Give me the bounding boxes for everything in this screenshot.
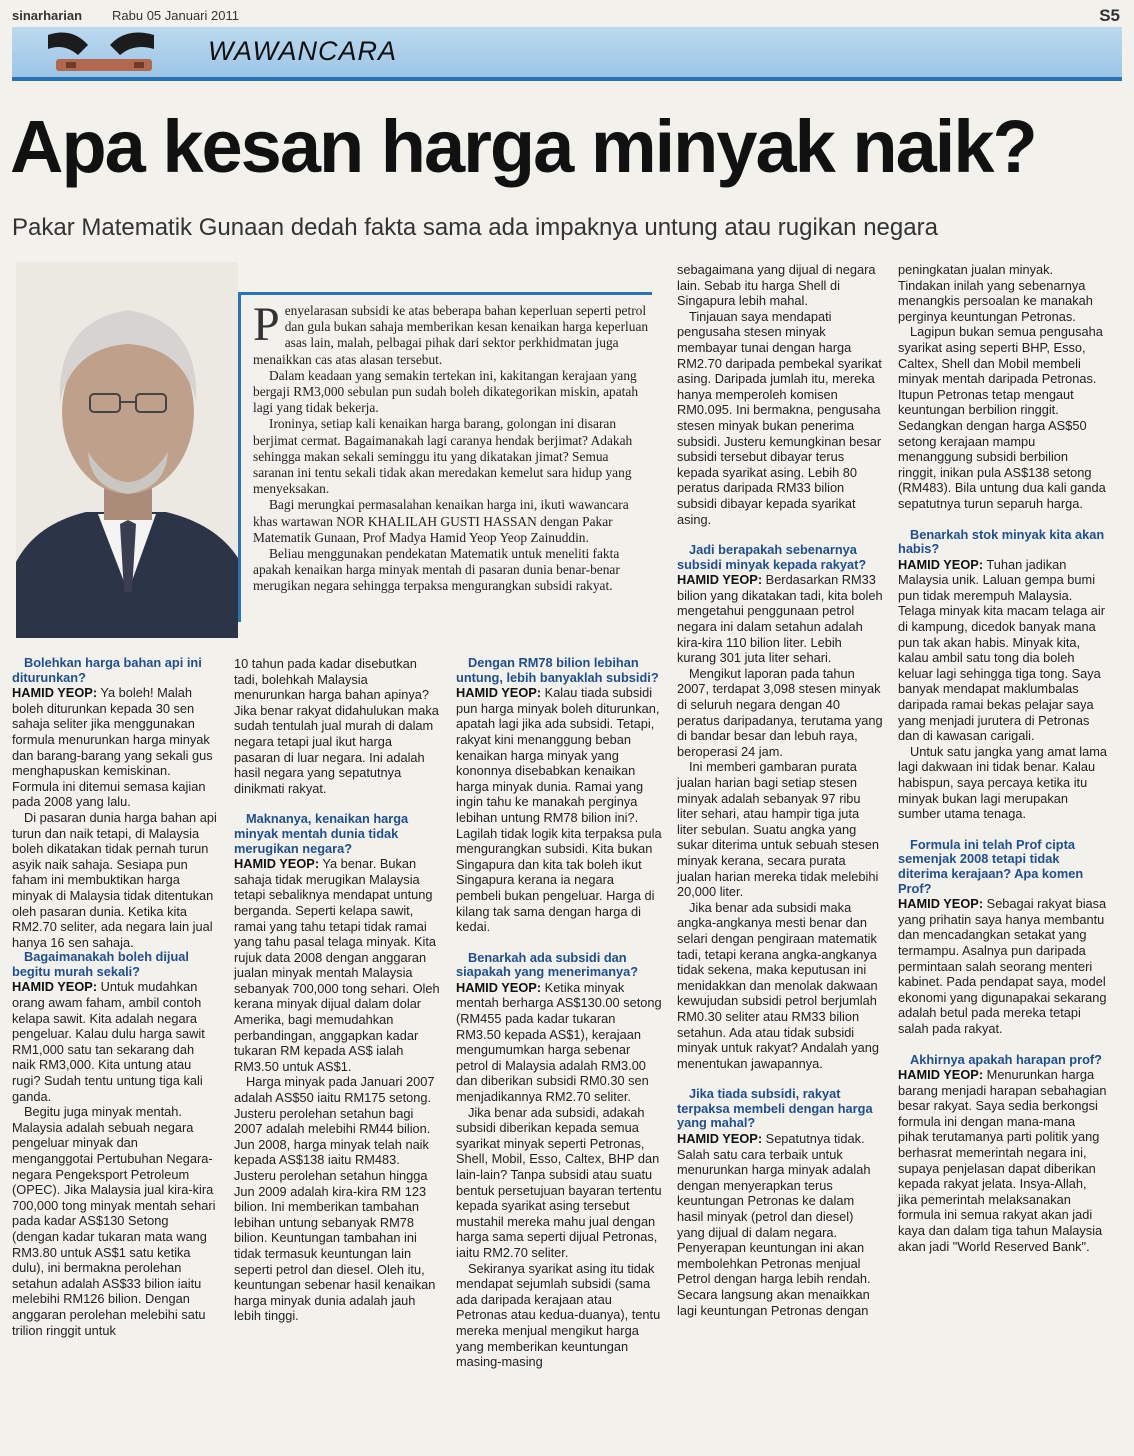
question-heading: Benarkah stok minyak kita akan habis? — [898, 526, 1105, 557]
body-paragraph: Di pasaran dunia harga bahan api turun dan naik tetapi, di Malaysia boleh dikatakan tidak pernah turun asyik naik sahaja. Sesiapa pun faham ini membuktikan harga minyak di Malaysia tidak ditentukan oleh pasaran dunia. Ketika kita RM2.70 seliter, ada negara lain jual hanya 16 sen sahaja. — [12, 809, 217, 950]
question-heading: Akhirnya apakah harapan prof? — [910, 1051, 1103, 1067]
body-paragraph: 10 tahun pada kadar disebutkan tadi, bolehkah Malaysia menurunkan harga bahan apinya? Jika benar rakyat didahulukan maka sudah tentulah jual murah di dalam negara tetapi jual ikut harga pasaran di luar negara. Ini adalah hasil negara yang sepatutnya dinikmati rakyat. — [234, 656, 439, 796]
speaker-label: HAMID YEOP: — [456, 979, 542, 995]
body-paragraph: Mengikut laporan pada tahun 2007, terdapat 3,098 stesen minyak di seluruh negara dengan 40 peratus daripadanya, terutama yang di bandar besar dan lebuh raya, beroperasi 24 jam. — [677, 665, 883, 759]
question-heading: Bagaimanakah boleh dijual begitu murah sekali? — [12, 949, 189, 979]
body-paragraph: Ini memberi gambaran purata jualan harian bagi setiap stesen minyak adalah sebanyak 97 ribu liter sehari, atau hampir tiga juta liter sebulan. Suatu angka yang sukar diterima untuk sebuah stesen minyak kerana, secara purata jualan harian mereka tidak melebihi 20,000 liter. — [677, 759, 880, 900]
speaker-label: HAMID YEOP: — [12, 979, 98, 995]
intro-paragraph: Beliau menggunakan pendekatan Matematik untuk meneliti fakta apakah kenaikan harga minyak mentah di pasaran dunia benar-benar merugikan negara sehingga terpaksa mengurangkan subsidi rakyat. — [253, 546, 620, 594]
answer-paragraph — [456, 685, 662, 935]
body-paragraph: Jika benar ada subsidi, adakah subsidi diberikan kepada semua syarikat minyak seperti Petronas, Shell, Mobil, Esso, Caltex, BHP dan lain-lain? Tanpa subsidi atau suatu bentuk persetujuan bayaran tertentu kepada syarikat asing tersebut mustahil mereka mahu jual dengan harga sama seperti dijual Petronas, iaitu RM2.70 seliter. — [456, 1104, 662, 1260]
body-paragraph: Harga minyak pada Januari 2007 adalah AS$50 iaitu RM175 setong. Justeru perolehan setahun bagi 2007 adalah melebihi RM44 bilion. Jun 2008, harga minyak telah naik kepada AS$138 iaitu RM483. Justeru perolehan setahun hingga Jun 2009 adalah kira-kira RM 123 bilion. Ini memberikan tambahan lebihan untung sebanyak RM78 bilion. Keuntungan tambahan ini tidak termasuk keuntungan lain seperti petrol dan diesel. Oleh itu, keuntungan sebenar hasil kenaikan harga minyak dunia adalah jauh lebih tinggi. — [234, 1074, 436, 1324]
newspaper-brand: sinarharian — [12, 8, 83, 23]
body-paragraph: Sekiranya syarikat asing itu tidak mendapat sejumlah subsidi (sama ada daripada kerajaan atau Petronas atau kedua-duanya), tentu mereka menjual mengikut harga yang memberikan keuntungan masing-masing — [456, 1260, 661, 1370]
page-masthead — [12, 6, 1122, 26]
body-paragraph: Lagipun bukan semua pengusaha syarikat asing seperti BHP, Esso, Caltex, Shell dan Mobil membeli minyak mentah daripada Petronas. Itupun Petronas tetap mengaut keuntungan berbilion ringgit. Sedangkan dengan harga AS$50 setong kerajaan mampu menanggung subsidi berbilion ringgit, inikan pula AS$138 setong (RM483). Bila untung dua kali ganda sepatutnya turun separuh harga. — [898, 324, 1106, 511]
answer-paragraph — [12, 685, 218, 810]
intro-paragraph-text: enyelarasan subsidi ke atas beberapa bahan keperluan seperti petrol dan gula bukan sahaja memberikan kesan kenaikan harga keperluan asas lain, malah, pelbagai pihak dari sektor perkhidmatan juga menaikkan cas atas alasan tersebut. — [253, 303, 649, 367]
answer-text: Untuk mudahkan orang awam faham, ambil contoh kelapa sawit. Kita adalah negara pengeluar. Kalau dulu harga sawit RM1,000 satu tan sekarang dah naik RM3,000. Kita untung atau rugi? Sudah tentu untung tiga kali ganda. — [12, 979, 205, 1104]
question-heading: Maknanya, kenaikan harga minyak mentah dunia tidak merugikan negara? — [234, 811, 409, 856]
speaker-label: HAMID YEOP: — [234, 856, 320, 872]
answer-paragraph — [677, 1131, 883, 1318]
answer-text: Menurunkan harga barang menjadi harapan sebahagian besar rakyat. Saya sedia berkongsi formula ini dengan mana-mana pihak terutamanya parti politik yang berhasrat memerintah negara ini, supaya penjelasan dapat diberikan kepada rakyat jelata. Insya-Allah, jika pemerintah melaksanakan formula ini semua rakyat akan jadi kaya dan dalam tiga tahun Malaysia akan jadi "World Reserved Bank". — [898, 1067, 1107, 1254]
speaker-label: HAMID YEOP: — [898, 896, 984, 912]
subheadline: Pakar Matematik Gunaan dedah fakta sama ada impaknya untung atau rugikan negara — [12, 214, 938, 241]
article-column-4 — [677, 262, 883, 1318]
intro-paragraph: Bagi merungkai permasalahan kenaikan harga ini, ikuti wawancara khas wartawan NOR KHALILAH GUSTI HASSAN dengan Pakar Matematik Gunaan, Prof Madya Hamid Yeop Yeop Zainuddin. — [253, 497, 629, 545]
body-paragraph: peningkatan jualan minyak. Tindakan inilah yang sebenarnya menangkis persoalan ke manakah perginya keuntungan Petronas. — [898, 262, 1093, 324]
answer-text: Sebagai rakyat biasa yang prihatin saya hanya membantu dan mencadangkan setakat yang termampu. Asalnya pun daripada permintaan salah seorang menteri kabinet. Pada pendapat saya, model ekonomi yang digunapakai sekarang adalah betul pada mereka tetapi salah pada rakyat. — [898, 896, 1107, 1036]
answer-paragraph — [898, 1067, 1108, 1254]
article-column-1 — [12, 656, 218, 1338]
body-paragraph: Jika benar ada subsidi maka angka-angkanya mesti benar dan selari dengan pengiraan matematik tadi, tetapi kerana angka-angkanya tidak sekena, maka keputusan ini menidakkan dan menolak dakwaan kewujudan subsidi petrol berjumlah RM0.30 seliter atau RM33 bilion setahun. Ada atau tidak subsidi minyak untuk rakyat? Andalah yang menentukan jawapannya. — [677, 899, 880, 1071]
question-heading: Jadi berapakah sebenarnya subsidi minyak kepada rakyat? — [677, 542, 867, 572]
article-column-5 — [898, 262, 1108, 1254]
section-logo-icon — [30, 29, 180, 75]
speaker-label: HAMID YEOP: — [456, 685, 542, 701]
question-heading: Dengan RM78 bilion lebihan untung, lebih banyaklah subsidi? — [456, 655, 659, 685]
intro-box — [238, 292, 652, 622]
answer-text: Kalau tiada subsidi pun harga minyak boleh diturunkan, apatah lagi jika ada subsidi. Tetapi, rakyat kini menanggung beban kenaikan harga minyak yang kononnya disebabkan kenaikan harga minyak dunia. Ramai yang ingin tahu ke manakah perginya lebihan untung RM78 bilion ini?. Lagilah tidak logik kita terpaksa pula mengurangkan subsidi. Kita bukan Singapura dan kita tak boleh ikut Singapura kerana ia negara pembeli bukan pengeluar. Harga di kilang tak sama dengan harga di kedai. — [456, 685, 662, 935]
issue-date: Rabu 05 Januari 2011 — [112, 8, 239, 23]
speaker-label: HAMID YEOP: — [677, 1131, 763, 1147]
question-heading: Formula ini telah Prof cipta semenjak 2008 tetapi tidak diterima kerajaan? Apa komen Prof? — [898, 836, 1084, 896]
interviewee-portrait — [16, 262, 238, 638]
answer-text: Sepatutnya tidak. Salah satu cara terbaik untuk menurunkan harga minyak adalah dengan menyerapkan terus keuntungan Petronas ke dalam hasil minyak (petrol dan diesel) yang dijual di dalam negara. Penyerapan keuntungan ini akan membolehkan Petronas menjual Petrol dengan harga lebih rendah. Secara langsung akan menaikkan lagi keuntungan Petronas dengan — [677, 1131, 871, 1318]
body-paragraph: Untuk satu jangka yang amat lama lagi dakwaan ini tidak benar. Kalau habispun, saya percaya ketika itu minyak bukan lagi merupakan sumber utama tenaga. — [898, 743, 1108, 822]
article-column-2 — [234, 656, 440, 1324]
answer-paragraph — [898, 557, 1108, 744]
speaker-label: HAMID YEOP: — [12, 685, 98, 701]
intro-paragraph: Dalam keadaan yang semakin tertekan ini, kakitangan kerajaan yang bergaji RM3,000 sebulan pun sudah boleh dikategorikan miskin, apatah lagi yang tidak bekerja. — [253, 367, 639, 416]
answer-paragraph — [12, 979, 218, 1104]
answer-text: Berdasarkan RM33 bilion yang dikatakan tadi, kita boleh mengetahui penggunaan petrol negara ini dalam setahun adalah kira-kira 110 bilion liter. Lebih kurang 301 juta liter sehari. — [677, 572, 883, 666]
answer-paragraph — [234, 856, 440, 1074]
answer-text: Ketika minyak mentah berharga AS$130.00 setong (RM455 pada kadar tukaran RM3.50 kepada AS$1), kerajaan mengumumkan harga sebenar petrol di Malaysia adalah RM3.00 dan diberikan subsidi RM0.30 sen menjadikannya RM2.70 seliter. — [456, 979, 662, 1105]
section-label: WAWANCARA — [208, 36, 398, 66]
article-column-3 — [456, 656, 662, 1370]
speaker-label: HAMID YEOP: — [677, 572, 763, 588]
body-paragraph: Begitu juga minyak mentah. Malaysia adalah sebuah negara pengeluar minyak dan menganggotai Pertubuhan Negara-negara Pengeksport Petroleum (OPEC). Jika Malaysia jual kira-kira 700,000 tong minyak mentah sehari pada kadar AS$130 Setong (dengan kadar tukaran mata wang RM3.80 untuk AS$1 satu ketika dulu), ini bermakna perolehan setahun adalah AS$33 bilion iaitu melebihi RM126 bilion. Dengan anggaran perolehan melebihi satu trilion ringgit untuk — [12, 1104, 216, 1338]
intro-paragraph — [253, 298, 652, 368]
body-paragraph: Tinjauan saya mendapati pengusaha stesen minyak membayar tunai dengan harga RM2.70 daripada pembekal syarikat asing. Daripada jumlah itu, mereka hanya memperoleh komisen RM0.095. Ini bermakna, pengusaha stesen minyak bukan penerima subsidi. Justeru kemungkinan besar subsidi tersebut dibayar terus kepada syarikat asing. Lebih 80 peratus daripada RM33 bilion subsidi dibayar kepada syarikat asing. — [677, 308, 882, 527]
body-paragraph: sebagaimana yang dijual di negara lain. Sebab itu harga Shell di Singapura lebih mahal. — [677, 262, 876, 309]
drop-cap: P — [253, 298, 280, 351]
question-heading: Bolehkan harga bahan api ini diturunkan? — [12, 655, 202, 685]
answer-text: Ya boleh! Malah boleh diturunkan kepada 30 sen sahaja seliter jika menggunakan formula menurunkan harga minyak dan barang-barang yang sekali gus menghapuskan kemiskinan. Formula ini ditemui semasa kajian pada 2008 yang lalu. — [12, 685, 213, 810]
question-heading: Jika tiada subsidi, rakyat terpaksa membeli dengan harga yang mahal? — [677, 1086, 873, 1131]
intro-paragraph: Ironinya, setiap kali kenaikan harga barang, golongan ini disaran berjimat cermat. Bagaimanakah lagi caranya hendak berjimat? Adakah sehingga makan sekali seminggu itu yang dikatakan jimat? Semua saranan ini tentu sekali tidak akan meredakan kemelut sara hidup yang menyeksakan. — [253, 416, 633, 497]
answer-text: Ya benar. Bukan sahaja tidak merugikan Malaysia tetapi sebaliknya mendapat untung berganda. Seperti kelapa sawit, ramai yang tahu tetapi tidak ramai yang tahu pasal telaga minyak. Kita rujuk data 2008 dengan anggaran jualan minyak mentah Malaysia sebanyak 700,000 tong sehari. Oleh kerana minyak dijual dalam dolar Amerika, bagi memudahkan perbandingan, anggapkan kadar tukaran RM kepada AS$ ialah RM3.50 untuk AS$1. — [234, 856, 440, 1074]
speaker-label: HAMID YEOP: — [898, 556, 984, 572]
answer-paragraph — [456, 980, 662, 1105]
answer-text: Tuhan jadikan Malaysia unik. Laluan gempa bumi pun tidak merempuh Malaysia. Telaga minyak kita macam telaga air di kampung, dicedok banyak mana pun tak akan habis. Minyak kita, kalau ambil satu tong dia boleh keluar lagi sehingga tiga tong. Saya banyak mendapat maklumbalas daripada ramai bekas pelajar saya yang menjadi jurutera di Petronas dan di kawasan carigali. — [898, 556, 1105, 744]
headline: Apa kesan harga minyak naik? — [10, 105, 1036, 188]
answer-paragraph — [898, 896, 1108, 1036]
section-bar — [12, 27, 1122, 81]
page-number: S5 — [1099, 6, 1120, 25]
question-heading: Benarkah ada subsidi dan siapakah yang menerimanya? — [456, 949, 639, 980]
answer-paragraph — [677, 572, 883, 666]
speaker-label: HAMID YEOP: — [898, 1067, 984, 1083]
